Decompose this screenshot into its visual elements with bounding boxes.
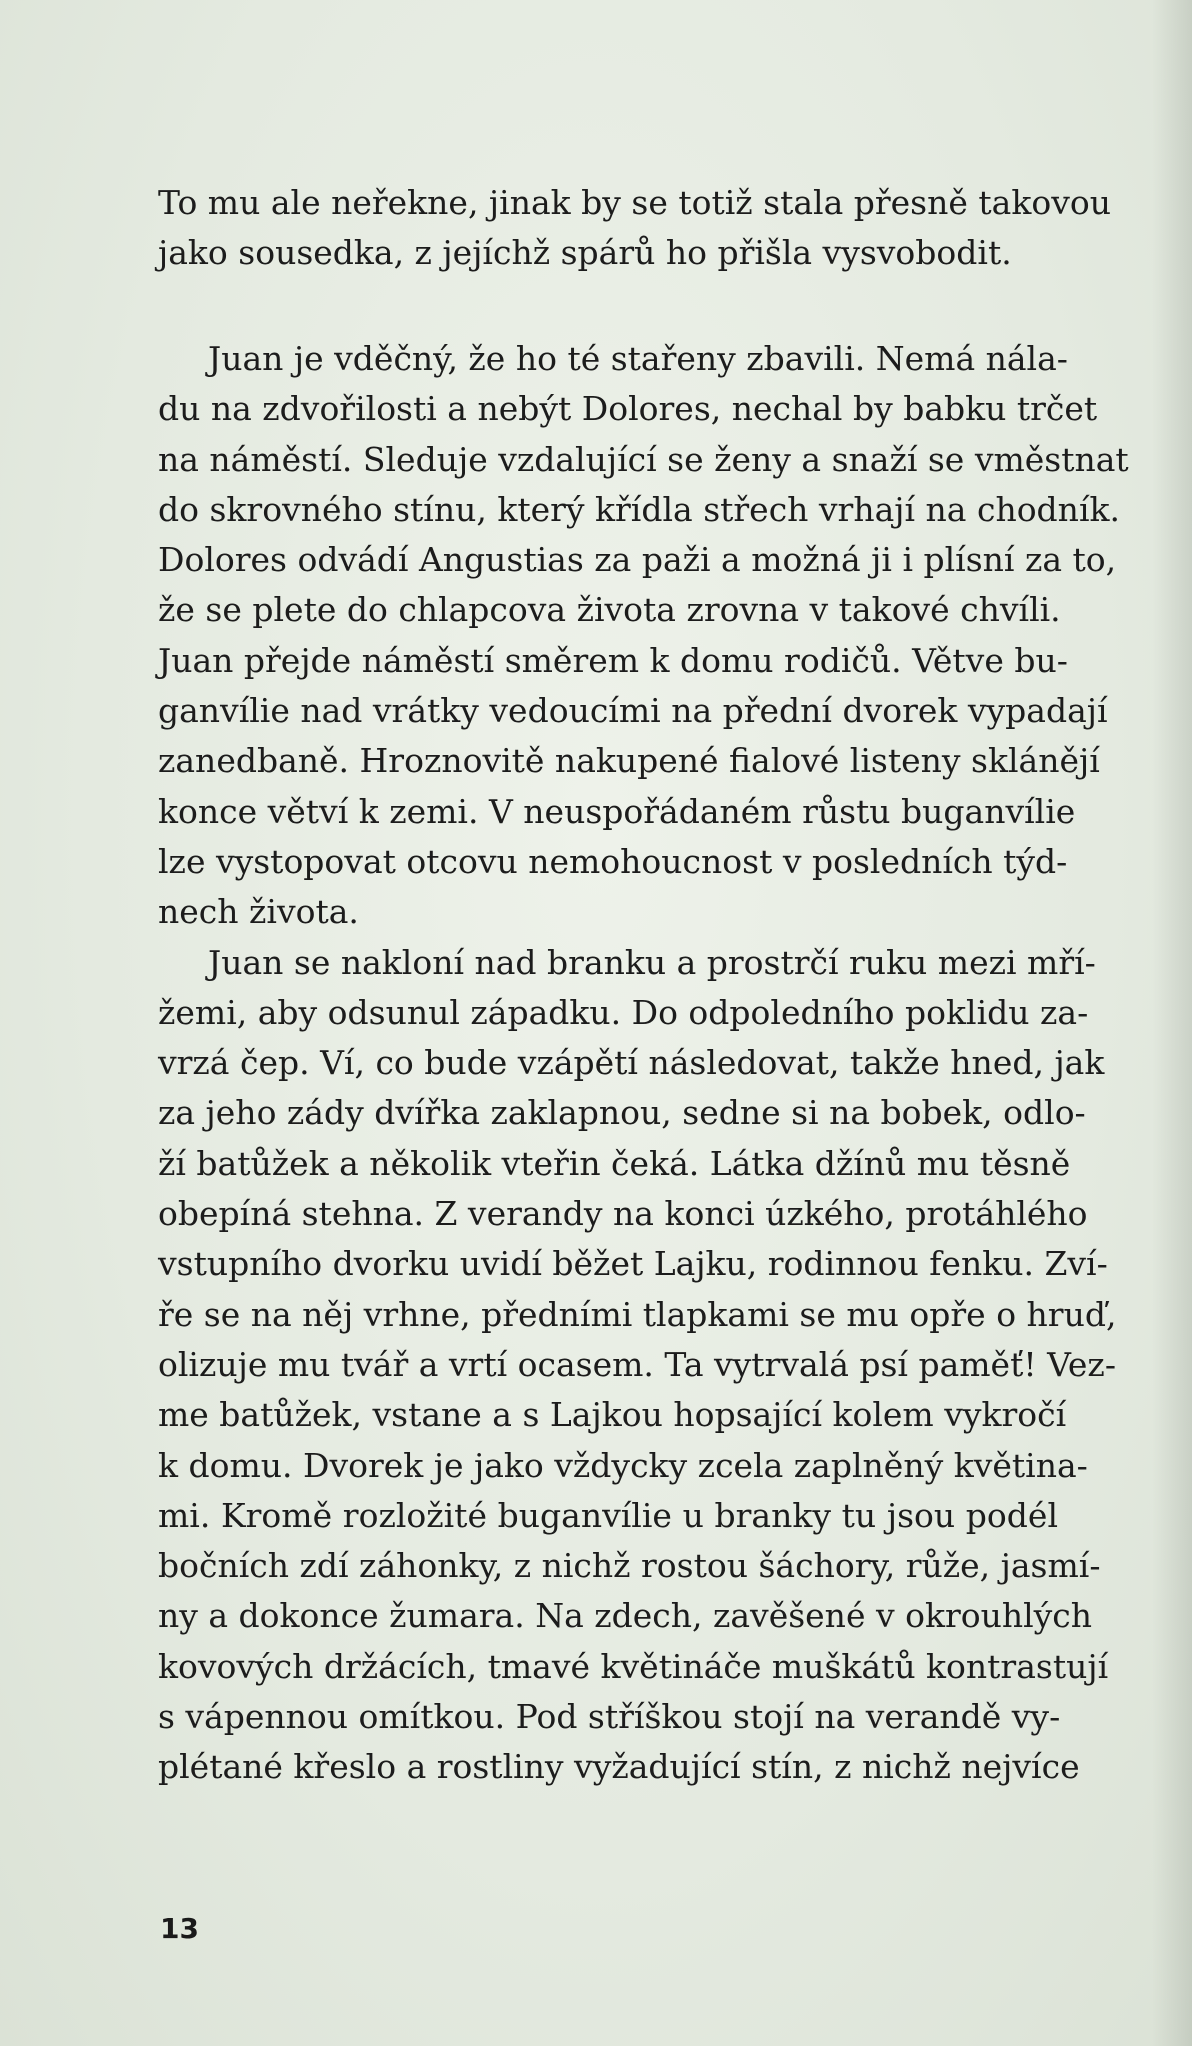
text-line: me batůžek, vstane a s Lajkou hopsající kolem vykročí bbox=[158, 1395, 1067, 1435]
text-line: plétané křeslo a rostliny vyžadující stín, z nichž nejvíce bbox=[158, 1747, 1080, 1787]
text-line: olizuje mu tvář a vrtí ocasem. Ta vytrvalá psí paměť! Vez- bbox=[158, 1344, 1116, 1384]
text-line: za jeho zády dvířka zaklapnou, sedne si na bobek, odlo- bbox=[158, 1093, 1086, 1133]
text-line: vrzá čep. Ví, co bude vzápětí následovat, takže hned, jak bbox=[158, 1043, 1105, 1083]
text-line: Juan přejde náměstí směrem k domu rodičů. Větve bu- bbox=[158, 640, 1068, 680]
text-line: že se plete do chlapcova života zrovna v takové chvíli. bbox=[158, 590, 1061, 630]
text-line: vstupního dvorku uvidí běžet Lajku, rodinnou fenku. Zví- bbox=[158, 1244, 1108, 1284]
text-line: obepíná stehna. Z verandy na konci úzkého, protáhlého bbox=[158, 1194, 1088, 1234]
text-line: ře se na něj vrhne, předními tlapkami se mu opře o hruď, bbox=[158, 1294, 1117, 1334]
text-line: ny a dokonce žumara. Na zdech, zavěšené v okrouhlých bbox=[158, 1596, 1093, 1636]
text-line: na náměstí. Sleduje vzdalující se ženy a snaží se vměstnat bbox=[158, 439, 1129, 479]
text-line: konce větví k zemi. V neuspořádaném růstu buganvílie bbox=[158, 791, 1076, 831]
text-line: jako sousedka, z jejíchž spárů ho přišla vysvobodit. bbox=[158, 233, 1012, 273]
text-line: k domu. Dvorek je jako vždycky zcela zaplněný květina- bbox=[158, 1445, 1088, 1485]
text-line: nech života. bbox=[158, 892, 359, 932]
text-line: ganvílie nad vrátky vedoucími na přední dvorek vypadají bbox=[158, 691, 1108, 731]
page-edge-shadow bbox=[1152, 0, 1192, 2046]
text-line: du na zdvořilosti a nebýt Dolores, nechal by babku trčet bbox=[158, 389, 1098, 429]
text-line: žemi, aby odsunul západku. Do odpoledního poklidu za- bbox=[158, 992, 1089, 1032]
text-line: Dolores odvádí Angustias za paži a možná ji i plísní za to, bbox=[158, 540, 1117, 580]
paragraph-2 bbox=[158, 334, 1129, 1793]
text-line: kovových držácích, tmavé květináče muškátů kontrastují bbox=[158, 1646, 1109, 1686]
text-line: zanedbaně. Hroznovitě nakupené fialové listeny sklánějí bbox=[158, 741, 1100, 781]
text-line: Juan se nakloní nad branku a prostrčí ruku mezi mří- bbox=[208, 942, 1096, 982]
text-line: bočních zdí záhonky, z nichž rostou šáchory, růže, jasmí- bbox=[158, 1546, 1101, 1586]
text-line: do skrovného stínu, který křídla střech vrhají na chodník. bbox=[158, 489, 1120, 529]
text-line: To mu ale neřekne, jinak by se totiž stala přesně takovou bbox=[158, 183, 1111, 222]
text-line: lze vystopovat otcovu nemohoucnost v posledních týd- bbox=[158, 841, 1068, 881]
text-line: ží batůžek a několik vteřin čeká. Látka džínů mu těsně bbox=[158, 1143, 1071, 1183]
text-line: s vápennou omítkou. Pod stříškou stojí na verandě vy- bbox=[158, 1697, 1061, 1737]
text-line: mi. Kromě rozložité buganvílie u branky tu jsou podél bbox=[158, 1495, 1058, 1535]
text-line: Juan je vděčný, že ho té stařeny zbavili. Nemá nála- bbox=[208, 339, 1068, 378]
page-number: 13 bbox=[160, 1912, 199, 1945]
paragraph-1 bbox=[158, 178, 1111, 279]
